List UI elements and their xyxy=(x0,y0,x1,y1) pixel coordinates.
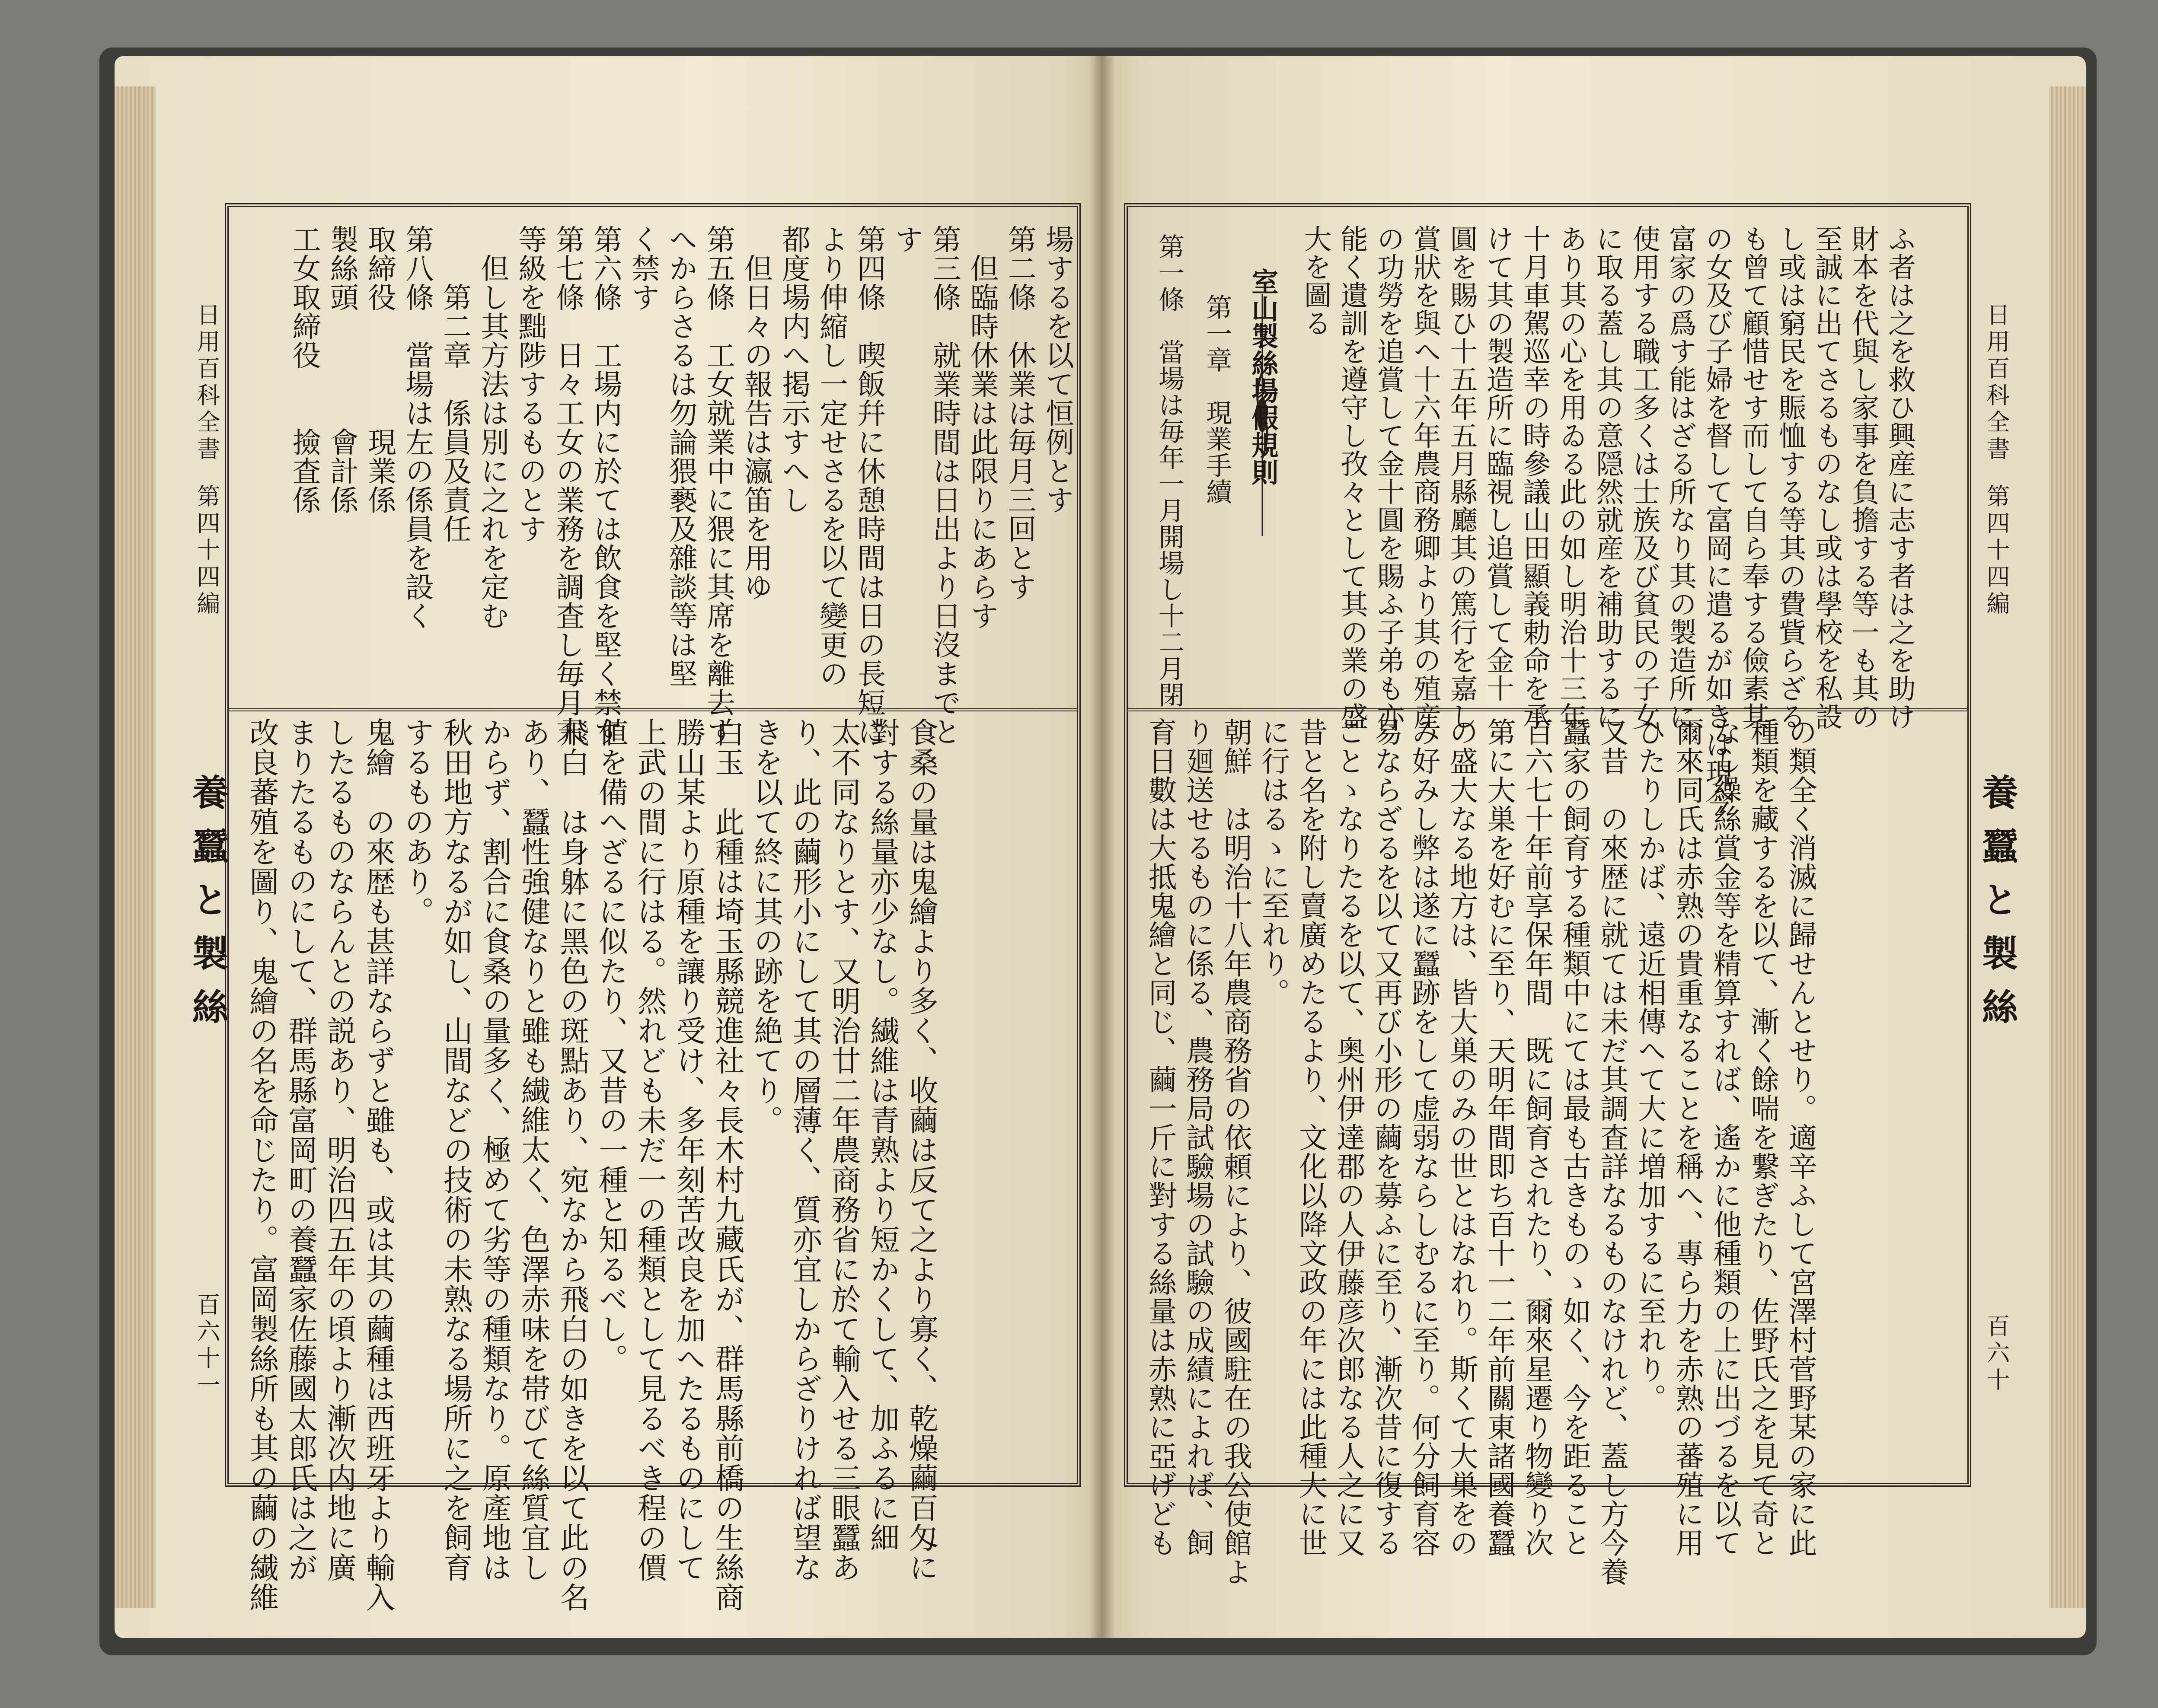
left-volume-header: 第四十四編 xyxy=(193,484,220,618)
article-one: 第一條 當場は毎年一月開場し十二月閉 xyxy=(1154,233,1185,708)
book-gutter xyxy=(1089,56,1115,1638)
right-fore-edge xyxy=(2049,86,2086,1608)
left-regulations-text: 場するを以て恒例とす 第二條 休業は毎月三回とす 但臨時休業は此限りにあらす 第三條 就業時間は日出より日沒までと す 第四條 喫飯幷に休憩時間は日の長短に より伸縮し一定せさるを以て變更の 都度場内へ掲示すへし 但日々の報告は瀛笛を用ゆ 第五條 工女就業中に猥に其席を離去す へからさるは勿論猥褻及雜談等は堅 く禁す 第六條 工場内に於ては飲食を堅く禁す 第七條 日々工女の業務を調査し毎月末 等級を黜陟するものとす 但し其方法は別に之れを定む 第二章 係員及責任 第八條 當場は左の係員を設く 取締役 現業係 製絲頭 會計係 工女取締役 撿査係 xyxy=(287,225,1074,746)
right-history-text: ふ者は之を救ひ興産に志す者は之を助け 財本を代與し家事を負擔する等一も其の 至誠に出てさるものなし或は學校を私設 し或は窮民を賑恤する等其の費貲らざる も曾て顧惜せす而して自ら奉する儉素其 の女及び子婦を督して富岡に遣るが如きは現今 富家の爲す能はざる所なり其の製造所に 使用する職工多くは士族及び貧民の子女 に取る蓋し其の意隠然就産を補助するに あり其の心を用ゐる此の如し明治十三年 十月車駕巡幸の時參議山田顯義勅命を承 けて其の製造所に臨視し追賞して金十 圓を賜ひ十五年五月縣廳其の篤行を嘉し 賞狀を與へ十六年農商務卿より其の殖産 の功勞を追賞して金十圓を賜ふ子弟も亦 能く遺訓を遵守し孜々として其の業の盛 大を圖る xyxy=(1299,225,1915,815)
right-section-header: 養蠶と製絲 xyxy=(1976,774,2019,1042)
left-body-text: 食桑の量は鬼繪より多く、收繭は反て之より寡く、乾燥繭百匁に 對する絲量亦少なし。繊維は青熟より短かくして、加ふるに細 太不同なりとす、又明治廿二年農商務省に於て輸入せる三眼蠶あ り、此の繭形小にして其の層薄く、質亦宜しからざりければ望な きを以て終に其の跡を絶てり。 白玉 此種は埼玉縣競進社々長木村九藏氏が、群馬縣前橋の生絲商 勝山某より原種を讓り受け、多年刻苦改良を加へたるものにして 上武の間に行はる。然れども未だ一の種類として見るべき程の價 値を備へざるに似たり、又昔の一種と知るべし。 飛白 は身躰に黑色の斑點あり、宛なから飛白の如きを以て此の名 あり、蠶性強健なりと雖も繊維太く、色澤赤味を帯びて絲質宜し からず、割合に食桑の量多く、極めて劣等の種類なり。原產地は 秋田地方なるが如し、山間などの技術の未熟なる場所に之を飼育 するものあり。 鬼繪 の來歴も甚詳ならずと雖も、或は其の繭種は西班牙より輸入 したるものならんとの説あり、明治四五年の頃より漸次内地に廣 まりたるものにして、群馬縣富岡町の養蠶家佐藤國太郎氏は之が 改良蕃殖を圖り、鬼繪の名を命じたり。富岡製絲所も其の繭の繊維 xyxy=(244,717,939,1612)
left-section-header: 養蠶と製絲 xyxy=(186,774,229,1042)
regulation-title: 室山製絲場假規則 xyxy=(1247,268,1279,486)
left-fore-edge xyxy=(115,86,156,1608)
right-page-number: 百六十 xyxy=(1983,1314,2010,1394)
right-body-text: の類全く消滅に歸せんとせり。適辛ふして宮澤村菅野某の家に此 種類を藏するを以て、漸く餘喘を繋ぎたり、佐野氏之を見て奇と なし繰絲賞金等を精算すれば、遙かに他種類の上に出づるを以て 爾來同氏は赤熟の貴重なることを稱へ、專ら力を赤熟の蕃殖に用 ひたりしかば、遠近相傳へて大に増加するに至れり。 又昔 の來歴に就ては未だ其調査詳なるものなけれど、蓋し方今養 蠶家の飼育する種類中にては最も古きものゝ如く、今を距ること 百六七十年前享保年間 既に飼育されたり、爾來星遷り物變り次 第に大巣を好むに至り、天明年間即ち百十一二年前關東諸國養蠶 の盛大なる地方は、皆大巣のみの世とはなれり。斯くて大巣をの み好みし弊は遂に蠶跡をして虚弱ならしむるに至り。何分飼育容 易ならざるを以て又再び小形の繭を募ふに至り、漸次昔に復する ことゝなりたるを以て、奥州伊達郡の人伊藤彦次郎なる人之に又 昔と名を附し賣廣めたるより、文化以降文政の年には此種大に世 に行はるゝに至れり。 朝鮮 は明治十八年農商務省の依頼により、彼國駐在の我公使館よ り廻送せるものに係る、農務局試驗場の試驗の成績によれば、飼 育日數は大抵鬼繪と同じ、繭一斤に對する絲量は赤熟に亞げども xyxy=(1143,717,1817,1586)
left-page-number: 百六十一 xyxy=(193,1292,220,1399)
right-volume-header: 第四十四編 xyxy=(1983,484,2010,618)
right-series-header: 日用百科全書 xyxy=(1983,303,2010,463)
chapter-one-heading: 第一章 現業手續 xyxy=(1202,294,1232,505)
left-series-header: 日用百科全書 xyxy=(193,303,220,463)
